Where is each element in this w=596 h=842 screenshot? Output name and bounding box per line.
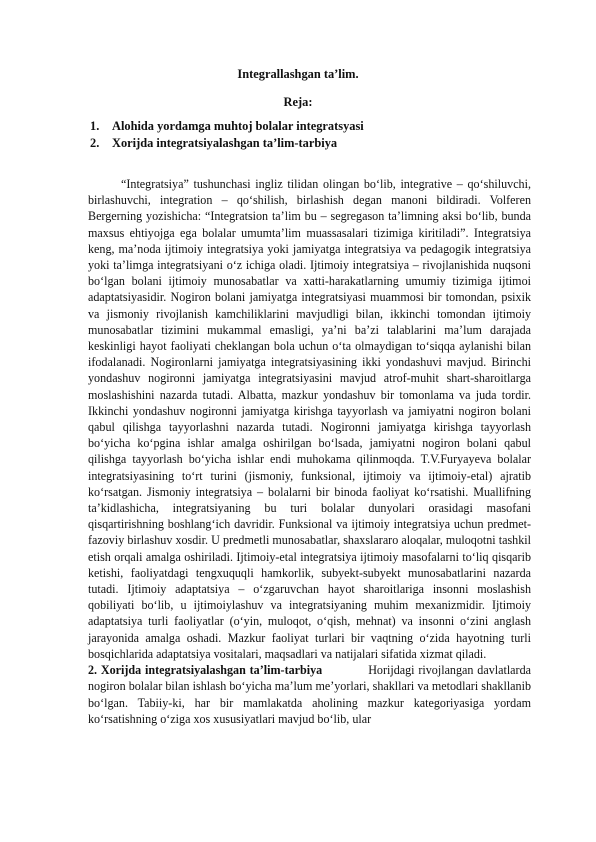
paragraph-integration: “Integratsiya” tushunchasi ingliz tilidan olingan bo‘lib, integrative – qo‘shiluvchi, birlashuvchi, integration – qo‘shilish, birlashish degan manoni bildiradi. Volferen Bergerning yozishicha: “Integratsion ta’lim bu – segregason ta’limning aksi bo‘lib, bunda maxsus ehtiyojga ega bolalar umumta’lim muassasalari tizimiga kiritiladi”. Integratsiya keng, ma’noda ijtimoiy integratsiya yoki jamiyatga integratsiya va pedagogik integratsiya yoki ta’limga integratsiyani o‘z ichiga oladi. Ijtimoiy integratsiya – rivojlanishida nuqsoni bo‘lgan bolani ijtimoiy munosabatlar va xatti-harakatlarning umumiy tizimiga ijtimoi adaptatsiyasidir. Nogiron bolani jamiyatga integratsiyasi muammosi bir tomondan, psixik va jismoniy rivojlanish kamchiliklarini mavjudligi bilan, ikkinchi tomondan ijtimoiy munosabatlar tizimini mukammal emasligi, ya’ni ba’zi talablarini ma’lum darajada keskinligi hayot faoliyati cheklangan bola uchun o‘ta olmaydigan to‘siqqa aylanishi bilan ifodalanadi. Nogironlarni jamiyatga integratsiyasining ikki yondashuvi mavjud. Birinchi yondashuv nogironni jamiyatga integratsiyasini mavjud atrof-muhit shart-sharoitlarga moslashishini nazarda tutadi. Albatta, mazkur yondashuv bir tomonlama va juda tordir. Ikkinchi yondashuv nogironni jamiyatga kirishga tayyorlash va jamiyatni nogiron bolani qabul qilishga tayyorlashni nazarda tutadi. Nogironni jamiyatga kirishga tayyorlash bo‘yicha ko‘pgina ishlar amalga oshirilgan bo‘lsada, jamiyatni nogiron bolani qabul qilishga tayyorlash bo‘yicha ishlar endi muhokama qilinmoqda. T.V.Furyayeva bolalar integratsiyasining to‘rt turini (jismoniy, funksional, ijtimoiy va ijtimoiy-etal) ajratib ko‘rsatgan. Jismoniy integratsiya – bolalarni bir binoda faoliyat ko‘rsatishi. Muallifning ta’kidlashicha, integratsiyaning bu turi bolalar dunyolari orasidagi masofani qisqartirishning boshlang‘ich davridir. Funksional va ijtimoiy integratsiya uchun predmet-fazoviy birlashuv xosdir. U predmetli munosabatlar, shaxslararo aloqalar, muloqotni tashkil etish orqali amalga oshiriladi. Ijtimoiy-etal integratsiya ijtimoiy masofalarni to‘liq qisqarib ketishi, faoliyatdagi tengxuquqli hamkorlik, subyekt-subyekt munosabatlarini nazarda tutadi. Ijtimoiy adaptatsiya – o‘zgaruvchan hayot sharoitlariga insonni moslashish qobiliyati bo‘lib, u ijtimoiylashuv va integratsiyaning muhim mexanizmidir. Ijtimoiy adaptatsiya turli faoliyatlar (o‘yin, muloqot, o‘qish, mehnat) va insonni o‘zini anglash jarayonida amalga oshadi. Mazkur faoliyat turlari bir vaqtning o‘zida hayotning turli bosqichlarida adaptatsiya vositalari, maqsadlari va natijalari sifatida xizmat qiladi. [88,177,531,661]
plan-item-number: 2. [90,136,100,150]
document-body [88,176,531,727]
plan-list [90,118,364,152]
plan-item-text: Alohida yordamga muhtoj bolalar integratsyasi [112,119,364,133]
plan-item [90,135,364,152]
plan-item-number: 1. [90,119,100,133]
document-title: Integrallashgan ta’lim. [237,67,359,81]
plan-item-text: Xorijda integratsiyalashgan ta’lim-tarbiya [112,136,338,150]
plan-heading: Reja: [283,95,313,109]
plan-item [90,118,364,135]
section-2-text: Horijdagi rivojlangan davlatlarda nogiron bolalar bilan ishlash bo‘yicha ma’lum me’yorlari, shakllari va metodlari shakllanib bo‘lgan. Tabiiy-ki, har bir mamlakatda aholining mazkur kategoriyasiga yordam ko‘rsatishning o‘ziga xos xususiyatlari mavjud bo‘lib, ular [88,663,531,726]
section-2-heading: 2. Xorijda integratsiyalashgan ta’lim-tarbiya [88,663,323,678]
section-2-paragraph [88,662,531,727]
